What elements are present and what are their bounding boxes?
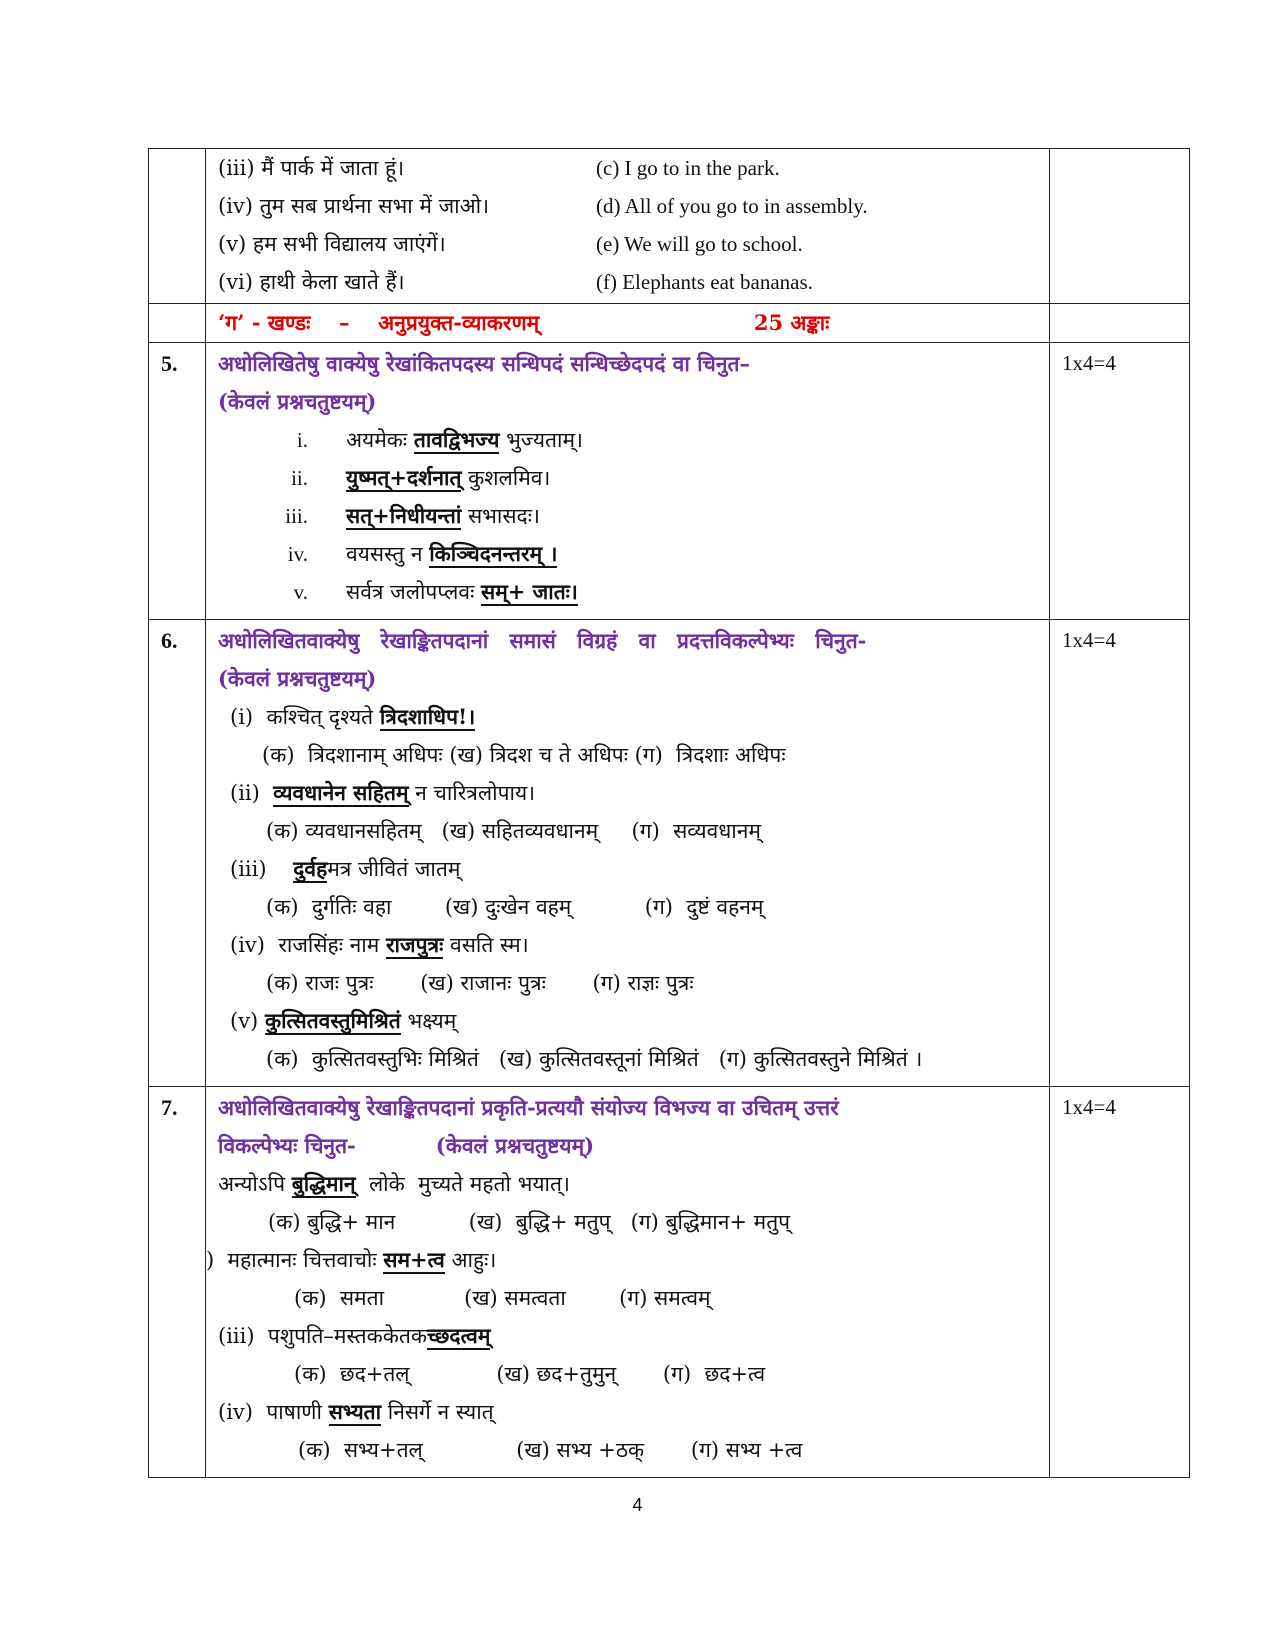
question-note: (केवलं प्रश्नचतुष्टयम्): [218, 389, 377, 414]
item-text: निसर्गे न स्यात्: [381, 1400, 494, 1424]
section-name: ‘ग’ - खण्डः: [218, 310, 311, 335]
item-number: ii.: [291, 466, 308, 490]
english-sentence: (d) All of you go to in assembly.: [596, 194, 868, 218]
item-number: iii.: [285, 504, 308, 528]
sub-question: [218, 774, 1039, 812]
item-text: न चारित्रलोपाय।: [408, 781, 536, 805]
item-number: v.: [293, 580, 308, 604]
underlined-word: तावद्विभज्य: [413, 427, 500, 452]
question-marks: 1x4=4: [1050, 1087, 1190, 1478]
section-title: अनुप्रयुक्त-व्याकरणम्: [378, 310, 540, 335]
item-number: i.: [296, 428, 308, 452]
question-instruction-cont: [218, 1127, 1039, 1165]
question-body: [206, 343, 1050, 620]
item-text: वयसस्तु न: [346, 542, 430, 566]
item-text: भुज्यताम्।: [499, 428, 583, 452]
question-instruction: अधोलिखितवाक्येषु रेखाङ्कितपदानां प्रकृति-प्रत्ययौ संयोज्य विभज्य वा उचितम् उत्तरं: [218, 1095, 839, 1120]
underlined-word: त्रिदशाधिप!।: [379, 704, 476, 729]
item-text: आहुः।: [444, 1248, 497, 1272]
options-line: (क) दुर्गतिः वहा (ख) दुःखेन वहम् (ग) दुष्टं वहनम्: [266, 895, 764, 919]
item-number: iv.: [287, 542, 308, 566]
options-line: (क) कुत्सितवस्तुभिः मिश्रितं (ख) कुत्सितवस्तूनां मिश्रितं (ग) कुत्सितवस्तुने मिश्रितं ।: [266, 1047, 923, 1071]
question-body: [206, 620, 1050, 1087]
item-text: वसति स्म।: [443, 933, 529, 957]
options-line: (क) समता (ख) समत्वता (ग) समत्वम्: [294, 1286, 711, 1310]
hindi-sentence: (iv) तुम सब प्रार्थना सभा में जाओ।: [218, 194, 490, 218]
item-text: ) महात्मानः चित्तवाचोः: [206, 1248, 384, 1272]
question-number: 6.: [149, 620, 206, 1087]
question-6-row: [149, 620, 1190, 1087]
underlined-word: किञ्चिदनन्तरम् ।: [429, 541, 558, 566]
item-text: सर्वत्र जलोपप्लवः: [346, 580, 482, 604]
underlined-word: दुर्वह: [293, 856, 328, 881]
sub-question: [218, 926, 1039, 964]
options-line: (क) छद+तल् (ख) छद+तुमुन् (ग) छद+त्व: [294, 1362, 766, 1386]
item-text: कुशलमिव।: [461, 466, 551, 490]
question-marks: 1x4=4: [1050, 343, 1190, 620]
english-sentence: (c) I go to in the park.: [596, 156, 780, 180]
question-marks: 1x4=4: [1050, 620, 1190, 1087]
item-text: मत्र जीवितं जातम्: [327, 857, 461, 881]
question-table: [148, 148, 1190, 1478]
item-text: अयमेकः: [346, 428, 408, 452]
question-body: [206, 1087, 1050, 1478]
section-dash: –: [339, 310, 350, 335]
sub-question: [218, 1165, 1039, 1203]
underlined-word: व्यवधानेन सहितम्: [273, 780, 409, 805]
sub-question: [218, 497, 1039, 535]
options-line: (क) बुद्धि+ मान (ख) बुद्धि+ मतुप् (ग) बुद्धिमान+ मतुप्: [268, 1210, 791, 1234]
options-line: (क) व्यवधानसहितम् (ख) सहितव्यवधानम् (ग) सव्यवधानम्: [266, 819, 761, 843]
underlined-word: सत्+निधीयन्तां: [346, 503, 462, 528]
item-text: लोके मुच्यते महतो भयात्।: [355, 1172, 570, 1196]
underlined-word: राजपुत्रः: [385, 932, 444, 957]
english-sentence: (e) We will go to school.: [596, 232, 803, 256]
question-note: (केवलं प्रश्नचतुष्टयम्): [218, 666, 377, 691]
hindi-sentence: (vi) हाथी केला खाते हैं।: [218, 270, 405, 294]
section-marks: 25 अङ्काः: [753, 310, 830, 335]
question-instruction: अधोलिखितेषु वाक्येषु रेखांकितपदस्य सन्धिपदं सन्धिच्छेदपदं वा चिनुत–: [218, 351, 751, 376]
underlined-word: च्छदत्वम्: [426, 1323, 491, 1348]
page-number: 4: [632, 1495, 643, 1515]
sub-question: [218, 1393, 1039, 1431]
question-number: 5.: [149, 343, 206, 620]
item-text: (i) कश्चित् दृश्यते: [230, 705, 380, 729]
question-5-row: [149, 343, 1190, 620]
sub-question: [218, 1002, 1039, 1040]
section-heading: [218, 304, 1039, 342]
translation-line: [218, 225, 1039, 263]
item-text: सभासदः।: [461, 504, 540, 528]
section-header-row: [149, 304, 1190, 343]
question-instruction: अधोलिखितवाक्येषु रेखाङ्कितपदानां समासं विग्रहं वा प्रदत्तविकल्पेभ्यः चिनुत-: [218, 628, 867, 653]
english-sentence: (f) Elephants eat bananas.: [596, 270, 813, 294]
item-text: (v): [230, 1009, 265, 1033]
question-note: (केवलं प्रश्नचतुष्टयम्): [435, 1133, 595, 1158]
translation-row: [149, 149, 1190, 304]
item-text: (iii) पशुपति–मस्तककेतक: [218, 1324, 427, 1348]
sub-question: [218, 850, 1039, 888]
item-text: (iii): [230, 857, 294, 881]
question-7-row: [149, 1087, 1190, 1478]
sub-question: [218, 573, 1039, 611]
item-text: (iv) राजसिंहः नाम: [230, 933, 386, 957]
hindi-sentence: (v) हम सभी विद्यालय जाएंगें।: [218, 232, 446, 256]
sub-question: [218, 421, 1039, 459]
underlined-word: सम+त्व: [383, 1247, 445, 1272]
question-number: 7.: [149, 1087, 206, 1478]
item-text: (ii): [230, 781, 274, 805]
underlined-word: बुद्धिमान्: [291, 1171, 356, 1196]
exam-page: [148, 148, 1190, 1478]
sub-question: [218, 535, 1039, 573]
underlined-word: कुत्सितवस्तुमिश्रितं: [264, 1008, 401, 1033]
underlined-word: सम्+ जातः।: [481, 579, 578, 604]
item-text: (iv) पाषाणी: [218, 1400, 329, 1424]
options-line: (क) राजः पुत्रः (ख) राजानः पुत्रः (ग) राज्ञः पुत्रः: [266, 971, 694, 995]
item-text: अन्योऽपि: [218, 1172, 292, 1196]
sub-question: [218, 698, 1039, 736]
options-line: (क) सभ्य+तल् (ख) सभ्य +ठक् (ग) सभ्य +त्व: [298, 1438, 803, 1462]
sub-question: [218, 1317, 1039, 1355]
hindi-sentence: (iii) मैं पार्क में जाता हूं।: [218, 156, 405, 180]
translation-line: [218, 187, 1039, 225]
options-line: (क) त्रिदशानाम् अधिपः (ख) त्रिदश च ते अधिपः (ग) त्रिदशाः अधिपः: [262, 743, 786, 767]
sub-question: [206, 1241, 1039, 1279]
translation-line: [218, 263, 1039, 301]
underlined-word: युष्मत्+दर्शनात्: [346, 465, 462, 490]
translation-line: [218, 149, 1039, 187]
item-text: भक्ष्यम्: [400, 1009, 457, 1033]
underlined-word: सभ्यता: [328, 1399, 382, 1424]
instruction-text: विकल्पेभ्यः चिनुत-: [218, 1133, 356, 1158]
sub-question: [218, 459, 1039, 497]
